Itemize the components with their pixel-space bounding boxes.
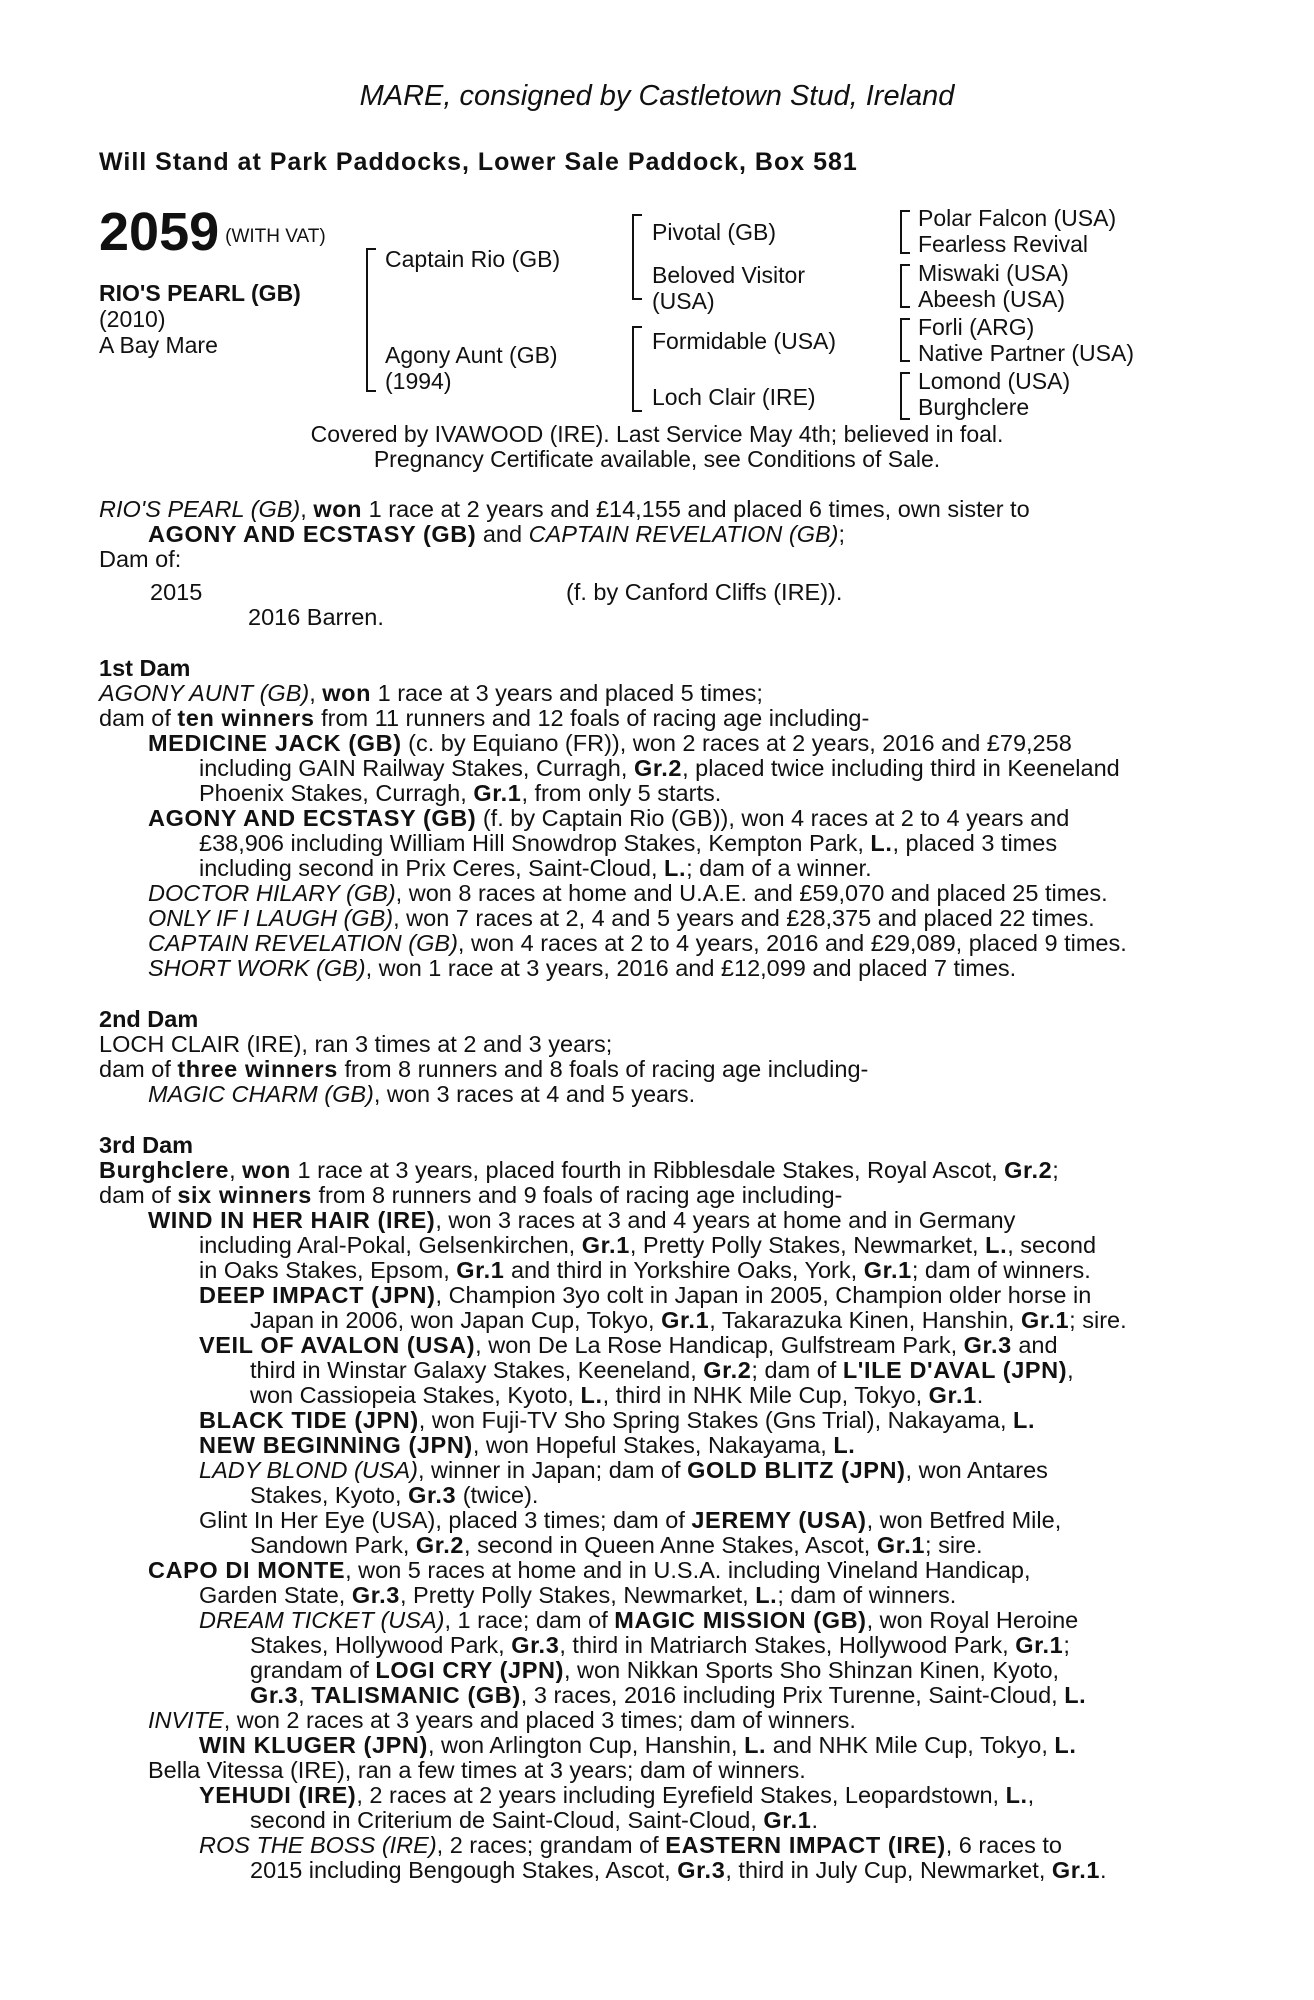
text: , won 7 races at 2, 4 and 5 years and £28,375 and placed 22 times. xyxy=(393,905,1095,931)
text: , xyxy=(298,1682,312,1708)
text: GOLD BLITZ (JPN) xyxy=(687,1457,906,1483)
text: MAGIC MISSION (GB) xyxy=(614,1607,867,1633)
dam-line xyxy=(199,831,1057,857)
sire-sire-dam: Fearless Revival xyxy=(918,231,1088,257)
text: MEDICINE JACK (GB) xyxy=(148,730,402,756)
text: third in Winstar Galaxy Stakes, Keeneland, xyxy=(250,1357,704,1383)
text: ten winners xyxy=(177,705,315,731)
text: Gr.1 xyxy=(581,1232,630,1258)
text: , won 4 races at 2 to 4 years, 2016 and £29,089, placed 9 times. xyxy=(457,930,1127,956)
text: DOCTOR HILARY (GB) xyxy=(148,880,396,906)
text: ONLY IF I LAUGH (GB) xyxy=(148,905,394,931)
dam-line xyxy=(99,681,763,707)
dam-line: LOCH CLAIR (IRE), ran 3 times at 2 and 3 years; xyxy=(99,1031,613,1057)
text: Gr.3 xyxy=(351,1582,400,1608)
text: L. xyxy=(1064,1682,1087,1708)
dam-line xyxy=(199,781,721,807)
text: in Oaks Stakes, Epsom, xyxy=(199,1257,457,1283)
text: Gr.1 xyxy=(763,1807,812,1833)
text: , won 3 races at 4 and 5 years. xyxy=(373,1081,696,1107)
text: Gr.3 xyxy=(963,1332,1012,1358)
covering-note: Covered by IVAWOOD (IRE). Last Service May 4th; believed in foal. xyxy=(310,421,1004,447)
text: , won 2 races at 3 years and placed 3 times; dam of winners. xyxy=(223,1707,856,1733)
text: , won 3 races at 3 and 4 years at home and in Germany xyxy=(435,1207,1016,1233)
dam-line xyxy=(199,1583,956,1609)
sire-dam-sire: Miswaki (USA) xyxy=(918,260,1069,286)
text: , 2 races; grandam of xyxy=(436,1832,666,1858)
dam-line xyxy=(99,706,869,732)
dam-line xyxy=(199,856,872,882)
dam-line xyxy=(250,1808,818,1834)
text: , 2 races at 2 years including Eyrefield Stakes, Leopardstown, xyxy=(356,1782,1006,1808)
text: SHORT WORK (GB) xyxy=(148,955,366,981)
text: 1 race at 3 years and placed 5 times; xyxy=(371,680,763,706)
text: , winner in Japan; dam of xyxy=(417,1457,688,1483)
pedigree-brace xyxy=(632,214,642,300)
text: , second xyxy=(1007,1232,1097,1258)
text: ; dam of xyxy=(751,1357,843,1383)
text: DREAM TICKET (USA) xyxy=(199,1607,445,1633)
stable-location: Will Stand at Park Paddocks, Lower Sale Paddock, Box 581 xyxy=(99,148,858,176)
lot-number xyxy=(99,202,326,262)
dam-line: Bella Vitessa (IRE), ran a few times at 3 years; dam of winners. xyxy=(148,1757,806,1783)
sire-sire-sire: Polar Falcon (USA) xyxy=(918,205,1117,231)
text: , second in Queen Anne Stakes, Ascot, xyxy=(464,1532,877,1558)
text: MAGIC CHARM (GB) xyxy=(148,1081,374,1107)
text: Garden State, xyxy=(199,1582,352,1608)
sire-sire: Pivotal (GB) xyxy=(652,219,776,245)
text: DEEP IMPACT (JPN) xyxy=(199,1282,436,1308)
dam-line xyxy=(250,1308,1127,1334)
dam-line xyxy=(250,1683,1086,1709)
page-title: MARE, consigned by Castletown Stud, Ireland xyxy=(359,80,955,112)
dam-line xyxy=(148,1558,1031,1584)
text: 2015 including Bengough Stakes, Ascot, xyxy=(250,1857,678,1883)
text: CAPTAIN REVELATION (GB) xyxy=(528,521,839,547)
text: dam of xyxy=(99,705,178,731)
sire: Captain Rio (GB) xyxy=(385,246,561,272)
text: dam of xyxy=(99,1182,178,1208)
text: ; xyxy=(1052,1157,1059,1183)
text: , won Arlington Cup, Hanshin, xyxy=(427,1732,745,1758)
text: Burghclere xyxy=(99,1157,230,1183)
text: JEREMY (USA) xyxy=(691,1507,867,1533)
dam-line xyxy=(148,731,1072,757)
text: TALISMANIC (GB) xyxy=(311,1682,521,1708)
text: L. xyxy=(870,830,893,856)
text: Gr.3 xyxy=(511,1632,560,1658)
dam-line xyxy=(148,1208,1015,1234)
text: Gr.1 xyxy=(661,1307,710,1333)
text: and xyxy=(1011,1332,1058,1358)
text: Gr.2 xyxy=(1004,1157,1053,1183)
dam-line xyxy=(250,1533,982,1559)
text: L. xyxy=(1005,1782,1028,1808)
text: . xyxy=(976,1382,984,1408)
dam-line xyxy=(199,1258,1091,1284)
text: WIND IN HER HAIR (IRE) xyxy=(148,1207,436,1233)
pedigree-brace xyxy=(366,248,376,392)
text: , Takarazuka Kinen, Hanshin, xyxy=(709,1307,1022,1333)
dam-line xyxy=(199,1458,1048,1484)
text: L. xyxy=(744,1732,767,1758)
text: won Cassiopeia Stakes, Kyoto, xyxy=(250,1382,581,1408)
text: Japan in 2006, won Japan Cup, Tokyo, xyxy=(250,1307,662,1333)
text: including second in Prix Ceres, Saint-Cloud, xyxy=(199,855,665,881)
dam-line xyxy=(148,931,1127,957)
text: and NHK Mile Cup, Tokyo, xyxy=(766,1732,1055,1758)
text: Gr.2 xyxy=(633,755,683,781)
text: , third in NHK Mile Cup, Tokyo, xyxy=(602,1382,929,1408)
sire-dam: Beloved Visitor xyxy=(652,262,805,288)
text: (f. by Captain Rio (GB)), won 4 races at 2 to 4 years and xyxy=(476,805,1070,831)
text: ; xyxy=(1063,1632,1070,1658)
text: L. xyxy=(1013,1407,1036,1433)
text: ; dam of winners. xyxy=(777,1582,957,1608)
text: Phoenix Stakes, Curragh, xyxy=(199,780,474,806)
dam-line xyxy=(250,1658,1059,1684)
text: Gr.1 xyxy=(876,1532,926,1558)
text: Stakes, Hollywood Park, xyxy=(250,1632,512,1658)
dam-line xyxy=(250,1483,538,1509)
dam-line xyxy=(148,806,1069,832)
dam-dam-sire: Lomond (USA) xyxy=(918,368,1071,394)
text: . xyxy=(811,1807,818,1833)
dam-line xyxy=(99,1057,868,1083)
dam-line xyxy=(250,1858,1107,1884)
text: , 3 races, 2016 including Prix Turenne, Saint-Cloud, xyxy=(520,1682,1065,1708)
dam-line xyxy=(99,1183,842,1209)
dam-of-label: Dam of: xyxy=(99,546,182,572)
text: including GAIN Railway Stakes, Curragh, xyxy=(199,755,634,781)
text: , xyxy=(1067,1357,1074,1383)
dam-line xyxy=(199,1508,1061,1534)
text: , won 1 race at 3 years, 2016 and £12,099 and placed 7 times. xyxy=(365,955,1017,981)
text: three winners xyxy=(177,1056,338,1082)
text: 1 race at 3 years, placed fourth in Ribblesdale Stakes, Royal Ascot, xyxy=(290,1157,1005,1183)
pedigree-brace xyxy=(632,326,642,412)
text: . xyxy=(1100,1857,1107,1883)
text: LOGI CRY (JPN) xyxy=(375,1657,564,1683)
text: , won Betfred Mile, xyxy=(866,1507,1062,1533)
dam-line xyxy=(199,1433,855,1459)
produce-year: 2016 Barren. xyxy=(248,604,384,630)
text: AGONY AND ECSTASY (GB) xyxy=(148,521,477,547)
dam-sire-sire: Forli (ARG) xyxy=(918,314,1035,340)
text: , won Nikkan Sports Sho Shinzan Kinen, Kyoto, xyxy=(564,1657,1060,1683)
text: Gr.3 xyxy=(408,1482,457,1508)
text: Gr.1 xyxy=(863,1257,912,1283)
text: Stakes, Kyoto, xyxy=(250,1482,409,1508)
dam-line xyxy=(99,1158,1059,1184)
horse-year: (2010) xyxy=(99,306,166,332)
text: INVITE xyxy=(148,1707,224,1733)
text: , from only 5 starts. xyxy=(521,780,722,806)
text: Sandown Park, xyxy=(250,1532,416,1558)
sire-dam-dam: Abeesh (USA) xyxy=(918,286,1066,312)
intro-line xyxy=(99,497,1030,523)
text: Gr.3 xyxy=(677,1857,726,1883)
dam-sire: Formidable (USA) xyxy=(652,328,837,354)
dam-line xyxy=(148,1708,856,1734)
text: LADY BLOND (USA) xyxy=(199,1457,418,1483)
dam-line xyxy=(250,1383,983,1409)
text: from 11 runners and 12 foals of racing age including- xyxy=(314,705,870,731)
dam-dam-dam: Burghclere xyxy=(918,394,1030,420)
text: ; sire. xyxy=(925,1532,983,1558)
text: ; dam of a winner. xyxy=(686,855,872,881)
lot-number-value: 2059 xyxy=(99,202,220,262)
dam-line xyxy=(148,1082,695,1108)
vat-label: (WITH VAT) xyxy=(225,226,326,247)
dam-line xyxy=(199,1333,1058,1359)
text: ; sire. xyxy=(1069,1307,1127,1333)
pedigree-brace xyxy=(900,318,910,362)
sire-dam-country: (USA) xyxy=(652,288,715,314)
text: 1 race at 2 years and £14,155 and placed 6 times, own sister to xyxy=(362,496,1030,522)
text: (twice). xyxy=(456,1482,539,1508)
text: L'ILE D'AVAL (JPN) xyxy=(842,1357,1068,1383)
dam-year: (1994) xyxy=(385,368,452,394)
text: , won Fuji-TV Sho Spring Stakes (Gns Trial), Nakayama, xyxy=(418,1407,1014,1433)
text: , won Hopeful Stakes, Nakayama, xyxy=(472,1432,834,1458)
dam-line xyxy=(148,906,1095,932)
text: WIN KLUGER (JPN) xyxy=(199,1732,428,1758)
text: EASTERN IMPACT (IRE) xyxy=(665,1832,946,1858)
text: Gr.1 xyxy=(1015,1632,1064,1658)
text: won xyxy=(322,680,372,706)
dam-line xyxy=(199,1233,1096,1259)
text: , placed 3 times xyxy=(892,830,1058,856)
dam-dam: Loch Clair (IRE) xyxy=(652,384,816,410)
text: L. xyxy=(1054,1732,1077,1758)
section-heading: 3rd Dam xyxy=(99,1132,194,1158)
horse-name: RIO'S PEARL (GB) xyxy=(99,280,301,306)
dam-line xyxy=(250,1633,1070,1659)
text: ROS THE BOSS (IRE) xyxy=(199,1832,437,1858)
text: , third in Matriarch Stakes, Hollywood Park, xyxy=(559,1632,1016,1658)
text: Gr.3 xyxy=(250,1682,299,1708)
text: , 1 race; dam of xyxy=(444,1607,615,1633)
text: ; dam of winners. xyxy=(911,1257,1091,1283)
text: £38,906 including William Hill Snowdrop Stakes, Kempton Park, xyxy=(199,830,871,856)
text: NEW BEGINNING (JPN) xyxy=(199,1432,473,1458)
dam-line xyxy=(199,1833,1062,1859)
text: , Pretty Polly Stakes, Newmarket, xyxy=(629,1232,986,1258)
produce-detail: (f. by Canford Cliffs (IRE)). xyxy=(566,579,843,605)
section-heading: 1st Dam xyxy=(99,655,191,681)
text: from 8 runners and 9 foals of racing age including- xyxy=(311,1182,843,1208)
pedigree-brace xyxy=(900,210,910,254)
dam: Agony Aunt (GB) xyxy=(385,342,558,368)
text: , Pretty Polly Stakes, Newmarket, xyxy=(399,1582,756,1608)
text: L. xyxy=(580,1382,603,1408)
text: Gr.1 xyxy=(456,1257,505,1283)
text: won xyxy=(313,496,363,522)
dam-line xyxy=(199,1733,1077,1759)
text: Gr.1 xyxy=(1021,1307,1070,1333)
dam-line xyxy=(199,1608,1078,1634)
text: L. xyxy=(755,1582,778,1608)
text: , won De La Rose Handicap, Gulfstream Park, xyxy=(475,1332,964,1358)
text: , won Antares xyxy=(905,1457,1048,1483)
text: CAPTAIN REVELATION (GB) xyxy=(148,930,458,956)
text: VEIL OF AVALON (USA) xyxy=(199,1332,476,1358)
text: second in Criterium de Saint-Cloud, Saint-Cloud, xyxy=(250,1807,764,1833)
intro-line xyxy=(148,522,845,548)
dam-line xyxy=(148,881,1108,907)
text: Gr.2 xyxy=(703,1357,752,1383)
text: , won 5 races at home and in U.S.A. including Vineland Handicap, xyxy=(345,1557,1031,1583)
dam-sire-dam: Native Partner (USA) xyxy=(918,340,1135,366)
text: , xyxy=(309,680,323,706)
text: (c. by Equiano (FR)), won 2 races at 2 years, 2016 and £79,258 xyxy=(401,730,1072,756)
text: won xyxy=(242,1157,291,1183)
text: L. xyxy=(833,1432,856,1458)
text: grandam of xyxy=(250,1657,376,1683)
text: and xyxy=(476,521,529,547)
horse-description: A Bay Mare xyxy=(99,332,218,358)
produce-year: 2015 xyxy=(150,579,203,605)
text: six winners xyxy=(177,1182,312,1208)
dam-line xyxy=(148,956,1016,982)
horse-name-ref: RIO'S PEARL (GB) xyxy=(99,496,301,522)
text: Gr.1 xyxy=(928,1382,977,1408)
text: Glint In Her Eye (USA), placed 3 times; dam of xyxy=(199,1507,692,1533)
dam-line xyxy=(250,1358,1074,1384)
text: , won 8 races at home and U.A.E. and £59,070 and placed 25 times. xyxy=(395,880,1108,906)
text: and third in Yorkshire Oaks, York, xyxy=(504,1257,864,1283)
text: AGONY AND ECSTASY (GB) xyxy=(148,805,477,831)
text: , third in July Cup, Newmarket, xyxy=(725,1857,1052,1883)
text: ; xyxy=(838,521,846,547)
text: Gr.1 xyxy=(473,780,522,806)
text: including Aral-Pokal, Gelsenkirchen, xyxy=(199,1232,582,1258)
text: , won Royal Heroine xyxy=(866,1607,1079,1633)
text: Gr.1 xyxy=(1051,1857,1101,1883)
text: from 8 runners and 8 foals of racing age including- xyxy=(337,1056,869,1082)
dam-line xyxy=(199,1408,1035,1434)
text: dam of xyxy=(99,1056,178,1082)
pregnancy-note: Pregnancy Certificate available, see Conditions of Sale. xyxy=(373,446,941,472)
pedigree-brace xyxy=(900,264,910,308)
text: , Champion 3yo colt in Japan in 2005, Champion older horse in xyxy=(435,1282,1092,1308)
text: , placed twice including third in Keeneland xyxy=(682,755,1120,781)
section-heading: 2nd Dam xyxy=(99,1006,199,1032)
text: , 6 races to xyxy=(945,1832,1062,1858)
text: YEHUDI (IRE) xyxy=(199,1782,357,1808)
text: , xyxy=(229,1157,243,1183)
text: BLACK TIDE (JPN) xyxy=(199,1407,419,1433)
text: Gr.2 xyxy=(415,1532,465,1558)
text: AGONY AUNT (GB) xyxy=(99,680,310,706)
dam-line xyxy=(199,1283,1091,1309)
dam-line xyxy=(199,1783,1034,1809)
text: CAPO DI MONTE xyxy=(148,1557,346,1583)
text: L. xyxy=(985,1232,1008,1258)
dam-line xyxy=(199,756,1120,782)
text: , xyxy=(300,496,314,522)
pedigree-brace xyxy=(900,372,910,420)
text: , xyxy=(1027,1782,1035,1808)
text: L. xyxy=(664,855,687,881)
